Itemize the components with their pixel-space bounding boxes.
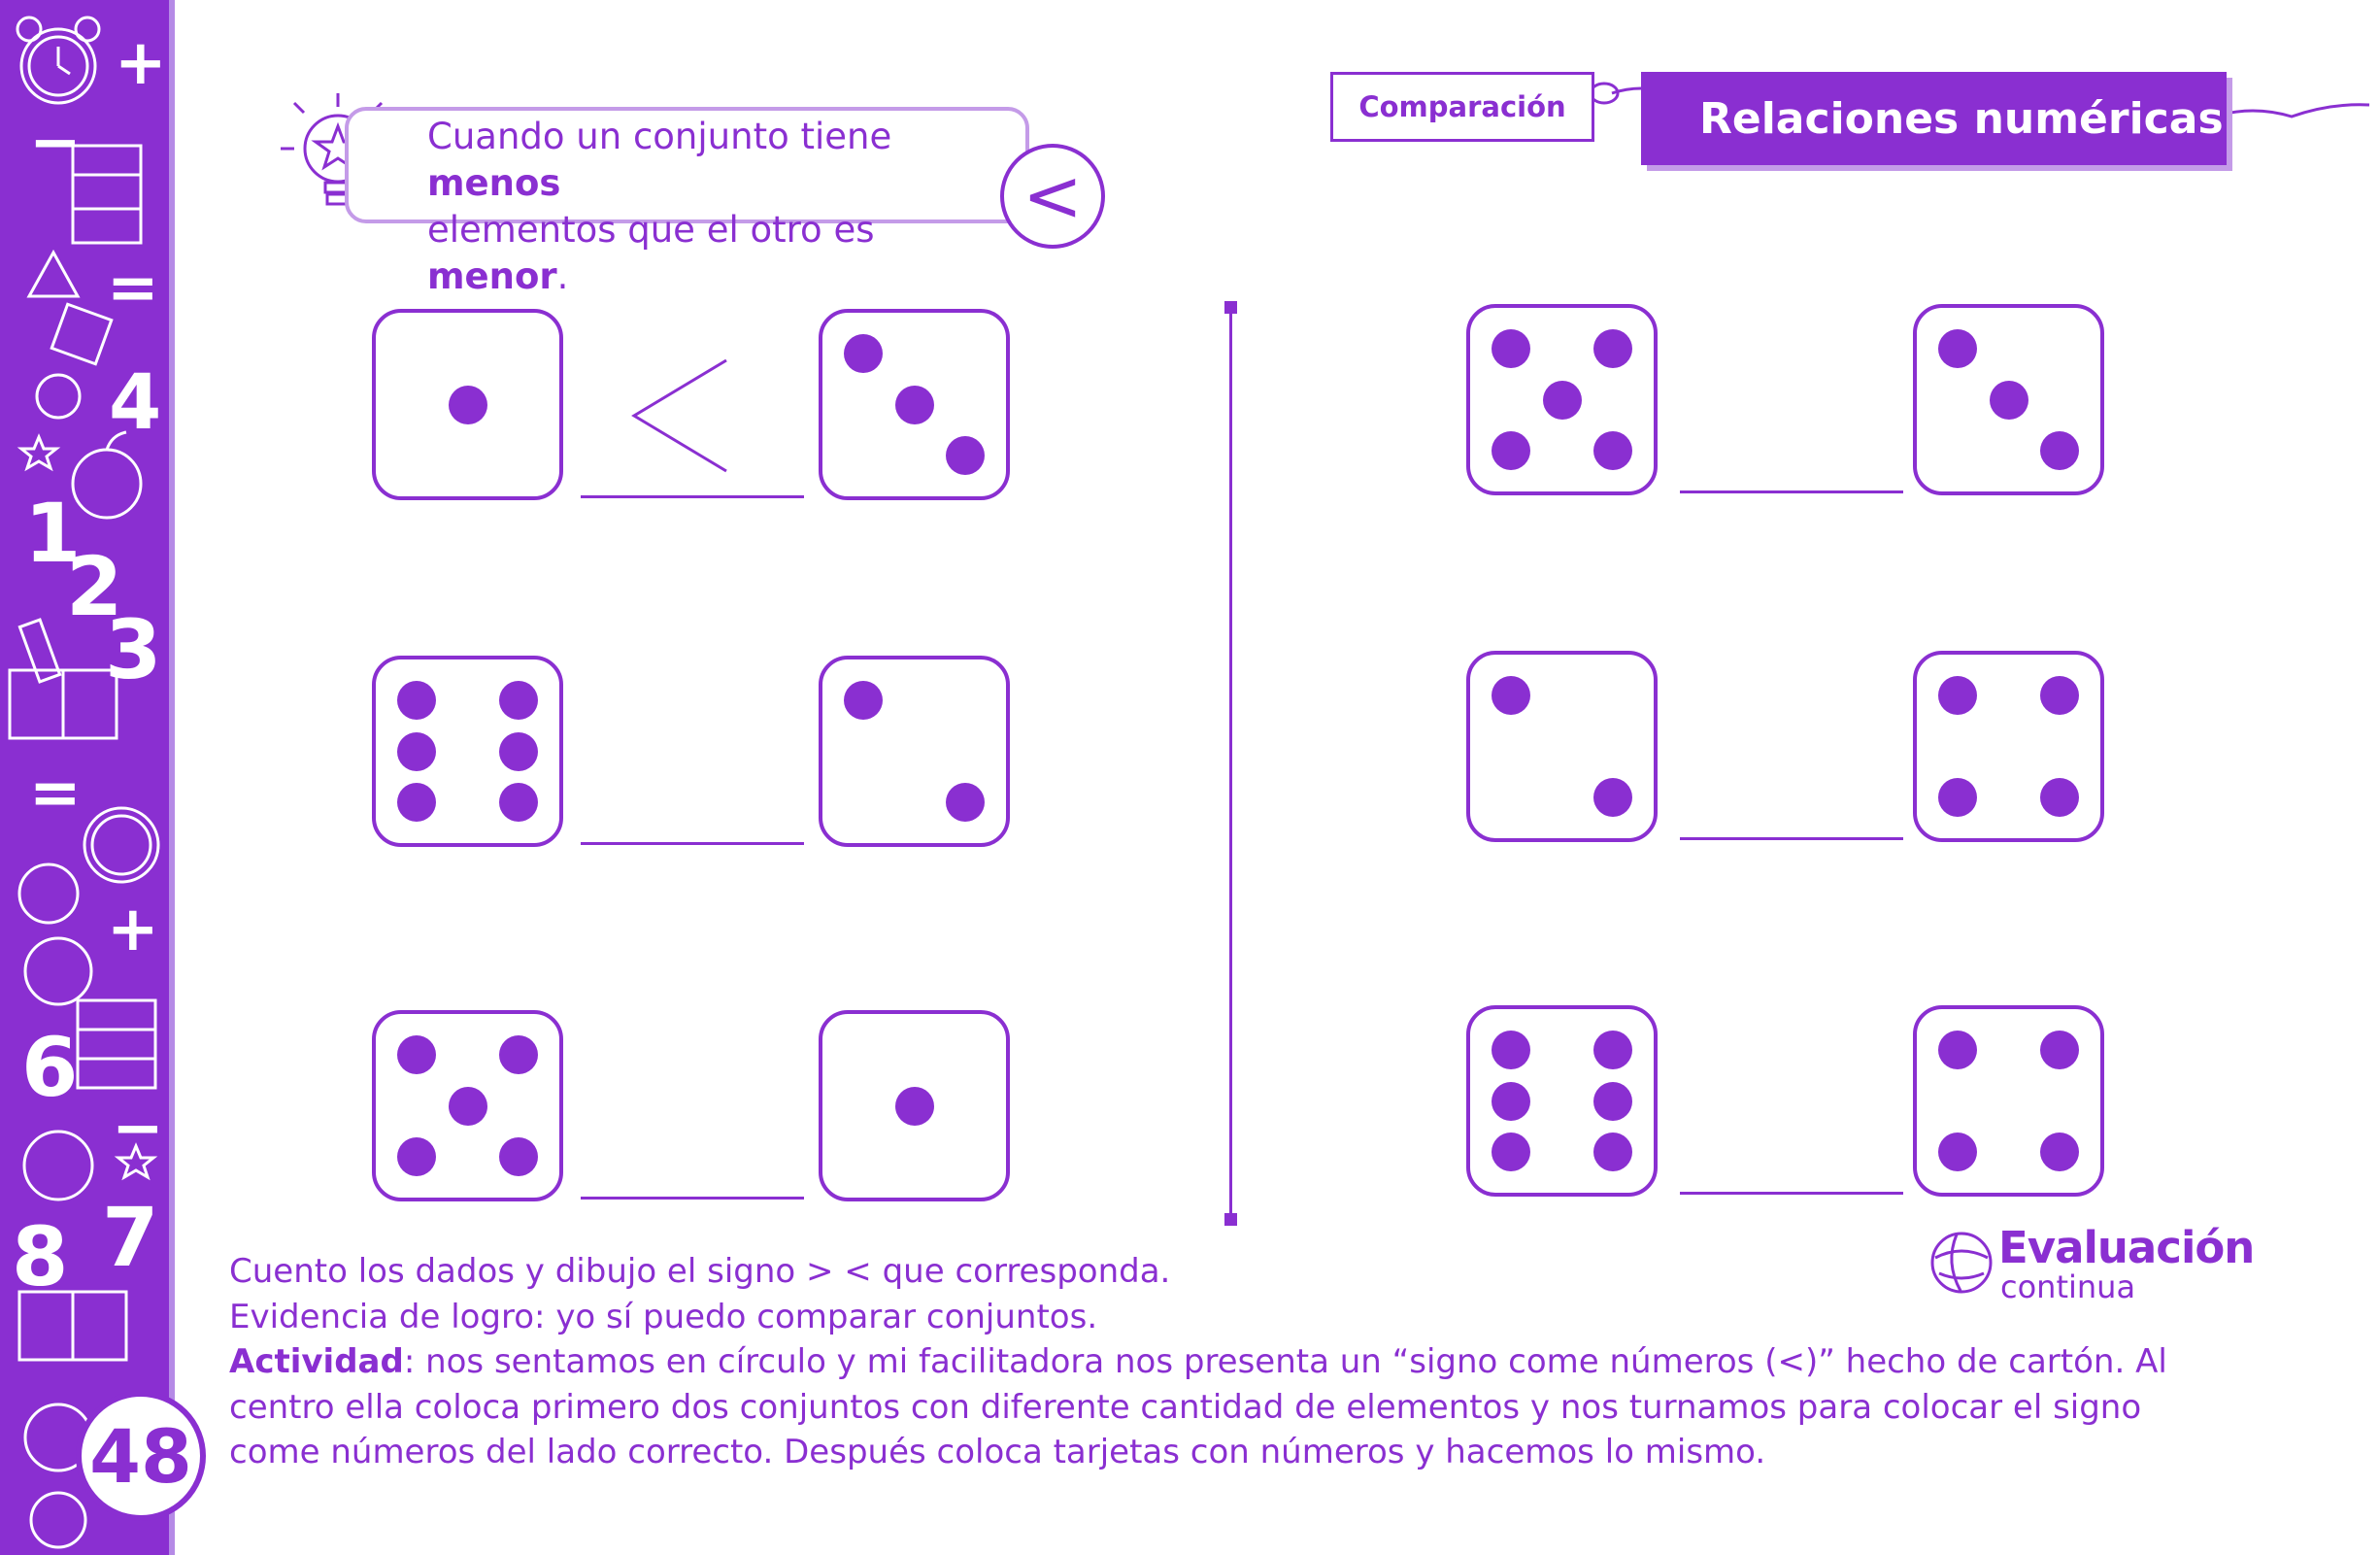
left-die-row2-b	[819, 656, 1010, 847]
digit-one-glyph: 1	[24, 486, 82, 581]
left-die-row3-a	[372, 1010, 563, 1201]
left-die-row1-a	[372, 309, 563, 500]
answer-blank[interactable]	[581, 495, 804, 498]
decorative-sidebar	[0, 0, 175, 1555]
page-number-badge: 48	[76, 1391, 206, 1521]
die-pip	[1593, 329, 1632, 368]
digit-four-glyph: 4	[109, 359, 162, 447]
answer-blank[interactable]	[1680, 1192, 1903, 1195]
section-tag: Comparación	[1330, 72, 1594, 142]
die-pip	[844, 681, 883, 720]
right-die-row2-a	[1466, 651, 1658, 842]
die-pip	[946, 783, 985, 822]
plus-glyph: +	[107, 894, 159, 965]
die-pip	[2040, 676, 2079, 715]
die-pip	[397, 1035, 436, 1074]
die-pip	[1492, 329, 1530, 368]
equals-glyph: =	[29, 758, 82, 829]
die-pip	[1938, 329, 1977, 368]
answer-blank[interactable]	[1680, 837, 1903, 840]
answer-blank[interactable]	[581, 842, 804, 845]
instruction-line-1: Cuento los dados y dibujo el signo > < que corresponda.	[229, 1252, 1171, 1291]
die-pip	[499, 1035, 538, 1074]
digit-six-glyph: 6	[21, 1020, 79, 1115]
digit-seven-glyph: 7	[102, 1190, 159, 1285]
triangle-icon	[29, 253, 78, 296]
die-pip	[499, 681, 538, 720]
die-pip	[449, 1087, 487, 1126]
die-pip	[1492, 431, 1530, 470]
die-pip	[946, 436, 985, 475]
evaluation-title: Evaluación	[1998, 1222, 2255, 1273]
activity-text: : nos sentamos en círculo y mi facilitadora nos presenta un “signo come números (<)” hecho de cartón. Al centro ella coloca primero dos conjuntos con diferente cantidad de elementos y nos turnamos para colocar el signo come números del lado correcto. Después coloca tarjetas con números y hacemos lo mismo.	[229, 1342, 2167, 1471]
die-pip	[1990, 381, 2028, 420]
tip-line2-bold: menor	[427, 255, 557, 297]
right-die-row1-a	[1466, 304, 1658, 495]
die-pip	[1938, 1031, 1977, 1069]
right-die-row1-b	[1913, 304, 2104, 495]
die-pip	[499, 732, 538, 771]
left-die-row3-b	[819, 1010, 1010, 1201]
plus-glyph: +	[115, 27, 167, 99]
die-pip	[1492, 1082, 1530, 1121]
less-than-sign-circle: <	[1000, 144, 1105, 249]
sidebar-doodles	[0, 0, 175, 1555]
divider-end-bottom	[1224, 1213, 1237, 1226]
die-pip	[1593, 1031, 1632, 1069]
right-die-row3-a	[1466, 1005, 1658, 1197]
globe-icon	[1927, 1229, 1995, 1297]
activity-paragraph	[229, 1339, 2220, 1475]
tip-line2: elementos que el otro es	[427, 209, 875, 251]
left-die-row2-a	[372, 656, 563, 847]
pencil-icon	[19, 620, 59, 682]
evaluation-subtitle: continua	[2000, 1268, 2136, 1305]
apple-icon	[73, 450, 141, 518]
die-pip	[895, 386, 934, 424]
die-pip	[397, 681, 436, 720]
answer-blank[interactable]	[581, 1197, 804, 1200]
abacus-icon	[73, 146, 141, 243]
tip-text	[427, 114, 1010, 300]
minus-glyph: −	[112, 1093, 164, 1165]
die-pip	[2040, 1132, 2079, 1171]
digit-three-glyph: 3	[105, 602, 162, 697]
die-pip	[1593, 778, 1632, 817]
die-pip	[1938, 1132, 1977, 1171]
die-pip	[1593, 431, 1632, 470]
digit-two-glyph: 2	[66, 539, 123, 634]
die-pip	[1543, 381, 1582, 420]
answer-blank[interactable]	[1680, 490, 1903, 493]
digit-eight-glyph: 8	[12, 1209, 69, 1304]
square-icon	[51, 304, 112, 364]
left-die-row1-b	[819, 309, 1010, 500]
star-icon	[21, 437, 56, 468]
instruction-line-2: Evidencia de logro: yo sí puedo comparar conjuntos.	[229, 1297, 1098, 1336]
right-die-row3-b	[1913, 1005, 2104, 1197]
die-pip	[844, 334, 883, 373]
divider-end-top	[1224, 301, 1237, 314]
die-pip	[895, 1087, 934, 1126]
circle-icon	[37, 375, 80, 418]
die-pip	[499, 1137, 538, 1176]
answer-sign	[629, 353, 736, 479]
die-pip	[1593, 1082, 1632, 1121]
die-pip	[1938, 778, 1977, 817]
die-pip	[2040, 778, 2079, 817]
die-pip	[1593, 1132, 1632, 1171]
die-pip	[397, 783, 436, 822]
die-pip	[397, 1137, 436, 1176]
instructions	[229, 1249, 2220, 1475]
right-die-row2-b	[1913, 651, 2104, 842]
tip-line1-bold: menos	[427, 162, 561, 204]
die-pip	[397, 732, 436, 771]
equals-glyph: =	[107, 253, 159, 324]
tip-line2-end: .	[556, 255, 569, 297]
die-pip	[1492, 1132, 1530, 1171]
die-pip	[449, 386, 487, 424]
tip-line1: Cuando un conjunto tiene	[427, 116, 892, 157]
die-pip	[1492, 676, 1530, 715]
minus-glyph: −	[29, 107, 82, 179]
die-pip	[2040, 1031, 2079, 1069]
die-pip	[499, 783, 538, 822]
topic-tag: Relaciones numéricas	[1641, 72, 2227, 165]
vertical-divider	[1229, 303, 1232, 1220]
die-pip	[1492, 1031, 1530, 1069]
die-pip	[2040, 431, 2079, 470]
activity-label: Actividad	[229, 1342, 404, 1381]
die-pip	[1938, 676, 1977, 715]
